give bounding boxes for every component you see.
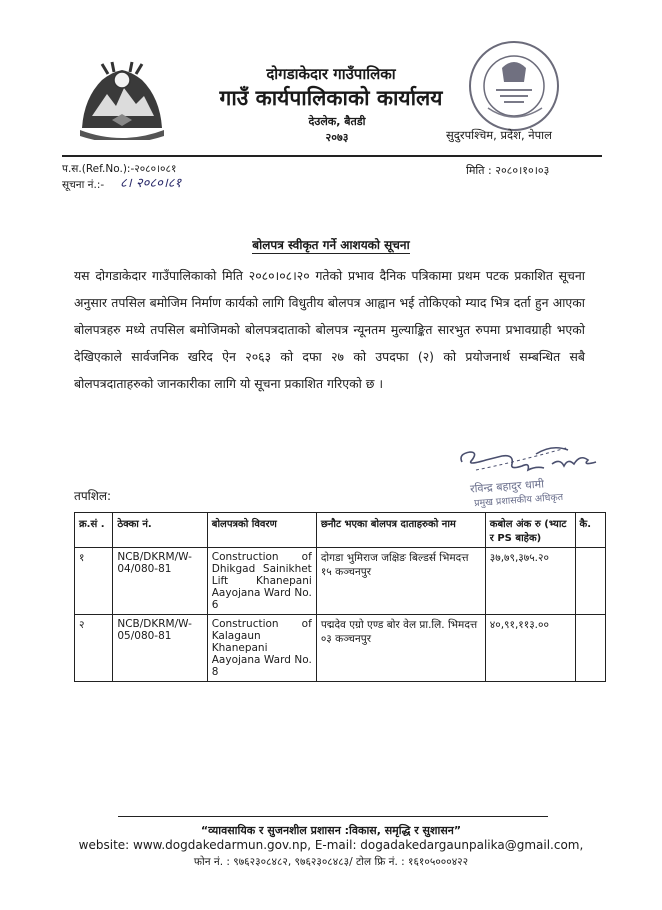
header-amount: कबोल अंक रु (भ्याट र PS बाहेक)	[485, 513, 575, 548]
row-sn: १	[75, 548, 113, 615]
office-seal-stamp-icon	[466, 38, 562, 134]
row-description: Construction of Kalagaun Khanepani Aayojana Ward No. 8	[207, 615, 316, 682]
row-remarks	[575, 615, 605, 682]
details-label: तपशिल:	[74, 489, 112, 503]
row-amount: ३७,७९,३७५.२०	[485, 548, 575, 615]
notice-subject-text: बोलपत्र स्वीकृत गर्ने आशयको सूचना	[252, 238, 410, 252]
bid-details-table	[74, 512, 606, 682]
signatory-title: प्रमुख प्रशासकीय अधिकृत	[473, 491, 564, 510]
header-description: बोलपत्रको विवरण	[207, 513, 316, 548]
row-sn: २	[75, 615, 113, 682]
header-remarks: कै.	[575, 513, 605, 548]
province-address: सुदुरपश्चिम, प्रदेश, नेपाल	[446, 128, 552, 142]
row-remarks	[575, 548, 605, 615]
notice-number-handwritten: ८। २०८०।८१	[120, 176, 182, 191]
row-description: Construction of Dhikgad Sainikhet Lift Khanepani Aayojana Ward No. 6	[207, 548, 316, 615]
header-contract-no: ठेक्का नं.	[113, 513, 207, 548]
row-contract-no: NCB/DKRM/W-04/080-81	[113, 548, 207, 615]
footer-website: website: www.dogdakedarmun.gov.np, E-mail: dogadakedargaunpalika@gmail.com,	[78, 838, 584, 852]
office-name: दोगडाकेदार गाउँपालिका	[266, 65, 396, 83]
footer-divider	[118, 816, 548, 817]
header-bidder: छनौट भएका बोलपत्र दाताहरुको नाम	[316, 513, 485, 548]
footer-phone: फोन नं. : ९७६२३०८४८२, ९७६२३०८४८३/ टोल फ्रि नं. : १६१०५०००४२२	[193, 856, 469, 868]
notice-date: मिति : २०८०।१०।०३	[466, 164, 550, 177]
office-address: देउलेक, बैतडी	[308, 115, 366, 128]
table-row	[75, 548, 606, 615]
table-header-row	[75, 513, 606, 548]
footer-slogan: “व्यावसायिक र सुजनशील प्रशासन :विकास, समृद्धि र सुशासन”	[200, 824, 462, 837]
table-row	[75, 615, 606, 682]
header-divider	[62, 155, 602, 157]
reference-number: प.स.(Ref.No.):-२०८०।०८१	[62, 163, 177, 175]
header-sn: क्र.सं .	[75, 513, 113, 548]
office-established-year: २०७३	[325, 131, 349, 144]
notice-subject	[0, 236, 662, 253]
notice-number-label: सूचना नं.:-	[62, 179, 105, 191]
row-bidder: दोगडा भुमिराज जक्षिङ बिल्डर्स भिमदत्त १५ कञ्चनपुर	[316, 548, 485, 615]
row-contract-no: NCB/DKRM/W-05/080-81	[113, 615, 207, 682]
row-bidder: पद्मदेव एग्रो एण्ड बोर वेल प्रा.लि. भिमदत्त ०३ कञ्चनपुर	[316, 615, 485, 682]
notice-body: यस दोगडाकेदार गाउँपालिकाको मिति २०८०।०८।२० गतेको प्रभाव दैनिक पत्रिकामा प्रथम पटक प्रकाशित सूचना अनुसार तपसिल बमोजिम निर्माण कार्यको लागि विधुतीय बोलपत्र आह्वान भई तोकिएको म्याद भित्र दर्ता हुन आएका बोलपत्रहरु मध्ये तपसिल बमोजिमको बोलपत्रदाताको बोलपत्र न्यूनतम मुल्याङ्कित सारभुत रुपमा प्रभावग्राही भएको देखिएकाले सार्वजनिक खरिद ऐन २०६३ को दफा २७ को उपदफा (२) को प्रयोजनार्थ सम्बन्धित सबै बोलपत्रदाताहरुको जानकारीका लागि यो सूचना प्रकाशित गरिएको छ ।	[74, 268, 585, 391]
signatory-name: रविन्द्र बहादुर धामी	[469, 477, 545, 496]
row-amount: ४०,९१,११३.००	[485, 615, 575, 682]
office-title: गाउँ कार्यपालिकाको कार्यालय	[219, 86, 443, 110]
